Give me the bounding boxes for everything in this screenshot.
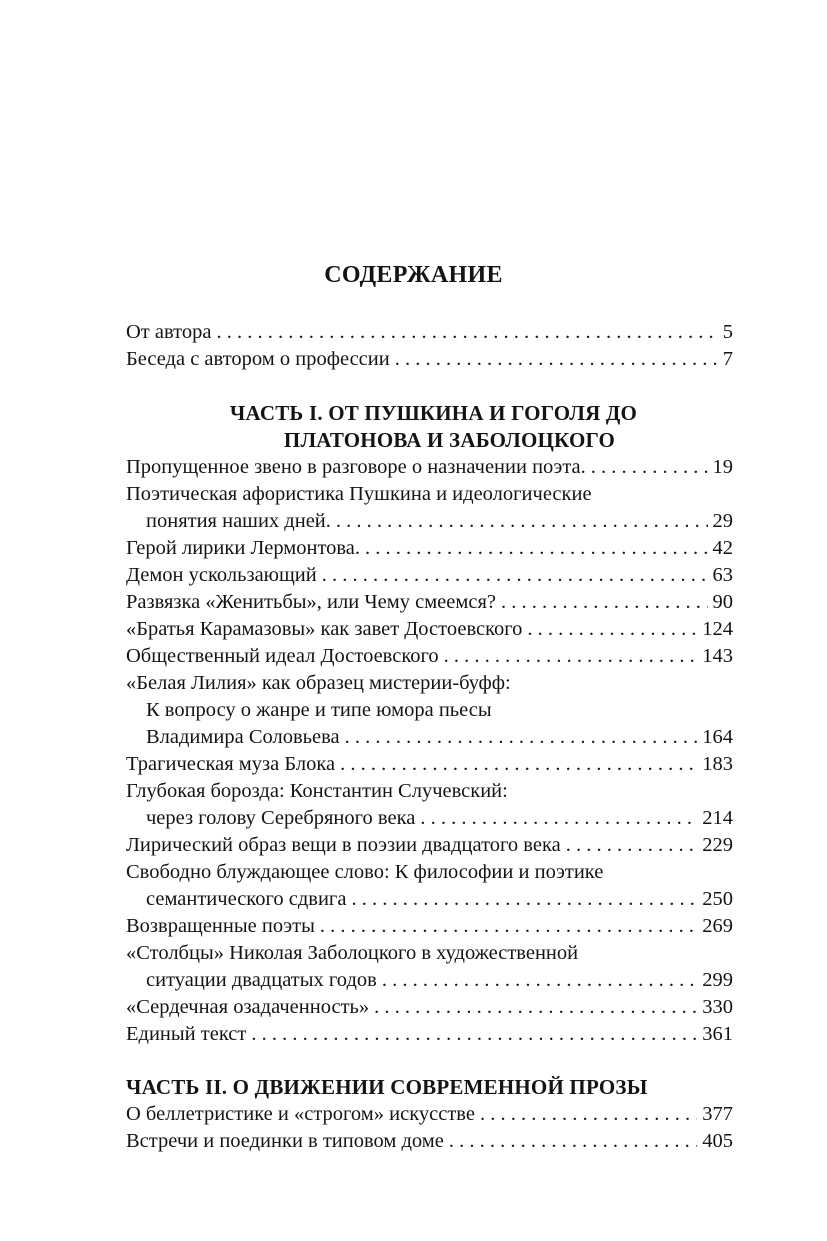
dot-leader — [320, 913, 697, 940]
dot-leader — [566, 832, 698, 859]
entry-page: 124 — [702, 618, 733, 640]
entry-title: Возвращенные поэты — [126, 915, 315, 937]
toc-entry[interactable] — [126, 319, 733, 346]
dot-leader — [501, 589, 708, 616]
entry-title-line[interactable]: Глубокая борозда: Константин Случевский: — [126, 780, 508, 802]
dot-leader — [382, 967, 697, 994]
entry-title: «Сердечная озадаченность» — [126, 996, 370, 1018]
entry-title-line[interactable]: Свободно блуждающее слово: К философии и поэтике — [126, 861, 604, 883]
dot-leader — [351, 886, 697, 913]
toc-entry[interactable] — [126, 346, 733, 373]
entry-page: 330 — [702, 996, 733, 1018]
entry-page: 229 — [702, 834, 733, 856]
entry-title: Лирический образ вещи в поэзии двадцатого века — [126, 834, 561, 856]
dot-leader — [336, 508, 708, 535]
entry-page: 269 — [702, 915, 733, 937]
entry-page: 299 — [702, 969, 733, 991]
dot-leader — [420, 805, 697, 832]
table-of-contents — [126, 319, 733, 1155]
toc-entry[interactable] — [126, 562, 733, 589]
entry-title: понятия наших дней. — [146, 510, 331, 532]
entry-title: Единый текст — [126, 1023, 247, 1045]
dot-leader — [527, 616, 697, 643]
entry-title: Пропущенное звено в разговоре о назначении поэта. — [126, 456, 586, 478]
part-heading-line2: ПЛАТОНОВА И ЗАБОЛОЦКОГО — [283, 428, 616, 452]
entry-title-line[interactable]: К вопросу о жанре и типе юмора пьесы — [146, 699, 492, 721]
toc-entry[interactable] — [126, 751, 733, 778]
entry-page: 90 — [712, 591, 733, 613]
entry-title: ситуации двадцатых годов — [146, 969, 377, 991]
dot-leader — [480, 1101, 697, 1128]
entry-title: «Братья Карамазовы» как завет Достоевского — [126, 618, 523, 640]
entry-title: Беседа с автором о профессии — [126, 348, 390, 370]
toc-entry[interactable] — [126, 535, 733, 562]
dot-leader — [395, 346, 718, 373]
toc-entry[interactable] — [126, 805, 733, 832]
toc-entry[interactable] — [126, 886, 733, 913]
toc-entry[interactable] — [126, 508, 733, 535]
toc-entry[interactable] — [126, 1101, 733, 1128]
entry-page: 183 — [702, 753, 733, 775]
entry-page: 143 — [702, 645, 733, 667]
toc-entry[interactable] — [126, 589, 733, 616]
entry-page: 164 — [702, 726, 733, 748]
toc-entry[interactable] — [126, 724, 733, 751]
entry-page: 405 — [702, 1130, 733, 1152]
entry-page: 19 — [712, 456, 733, 478]
toc-entry[interactable] — [126, 994, 733, 1021]
entry-page: 214 — [702, 807, 733, 829]
entry-title: Владимира Соловьева — [146, 726, 340, 748]
dot-leader — [345, 724, 698, 751]
entry-title: Демон ускользающий — [126, 564, 317, 586]
dot-leader — [591, 454, 708, 481]
part-heading — [134, 400, 733, 427]
dot-leader — [322, 562, 708, 589]
entry-page: 42 — [712, 537, 733, 559]
entry-page: 377 — [702, 1103, 733, 1125]
entry-title: семантического сдвига — [146, 888, 347, 910]
toc-entry[interactable] — [126, 913, 733, 940]
entry-title-line[interactable]: «Белая Лилия» как образец мистерии-буфф: — [126, 672, 511, 694]
toc-entry[interactable] — [126, 616, 733, 643]
entry-title: Общественный идеал Достоевского — [126, 645, 439, 667]
dot-leader — [444, 643, 698, 670]
dot-leader — [374, 994, 697, 1021]
entry-page: 5 — [722, 321, 733, 343]
entry-page: 250 — [702, 888, 733, 910]
entry-title: Встречи и поединки в типовом доме — [126, 1130, 444, 1152]
entry-title: Развязка «Женитьбы», или Чему смеемся? — [126, 591, 496, 613]
entry-title: через голову Серебряного века — [146, 807, 416, 829]
entry-title-line[interactable]: «Столбцы» Николая Заболоцкого в художественной — [126, 942, 579, 964]
toc-entry[interactable] — [126, 643, 733, 670]
dot-leader — [340, 751, 697, 778]
dot-leader — [251, 1021, 697, 1048]
dot-leader — [216, 319, 717, 346]
toc-entry[interactable] — [126, 1128, 733, 1155]
toc-entry[interactable] — [126, 454, 733, 481]
entry-page: 361 — [702, 1023, 733, 1045]
page-title: СОДЕРЖАНИЕ — [324, 262, 503, 288]
part-heading-line1: ЧАСТЬ I. ОТ ПУШКИНА И ГОГОЛЯ ДО — [229, 401, 638, 425]
entry-title: Герой лирики Лермонтова. — [126, 537, 361, 559]
part-heading — [166, 427, 733, 454]
toc-entry[interactable] — [126, 967, 733, 994]
entry-title: Трагическая муза Блока — [126, 753, 336, 775]
entry-title-line[interactable]: Поэтическая афористика Пушкина и идеологические — [126, 483, 592, 505]
toc-entry[interactable] — [126, 832, 733, 859]
part-heading: ЧАСТЬ II. О ДВИЖЕНИИ СОВРЕМЕННОЙ ПРОЗЫ — [126, 1075, 648, 1099]
dot-leader — [449, 1128, 697, 1155]
toc-entry[interactable] — [126, 1021, 733, 1048]
dot-leader — [365, 535, 707, 562]
entry-page: 63 — [712, 564, 733, 586]
entry-page: 29 — [712, 510, 733, 532]
entry-title: От автора — [126, 321, 212, 343]
entry-page: 7 — [722, 348, 733, 370]
entry-title: О беллетристике и «строгом» искусстве — [126, 1103, 475, 1125]
